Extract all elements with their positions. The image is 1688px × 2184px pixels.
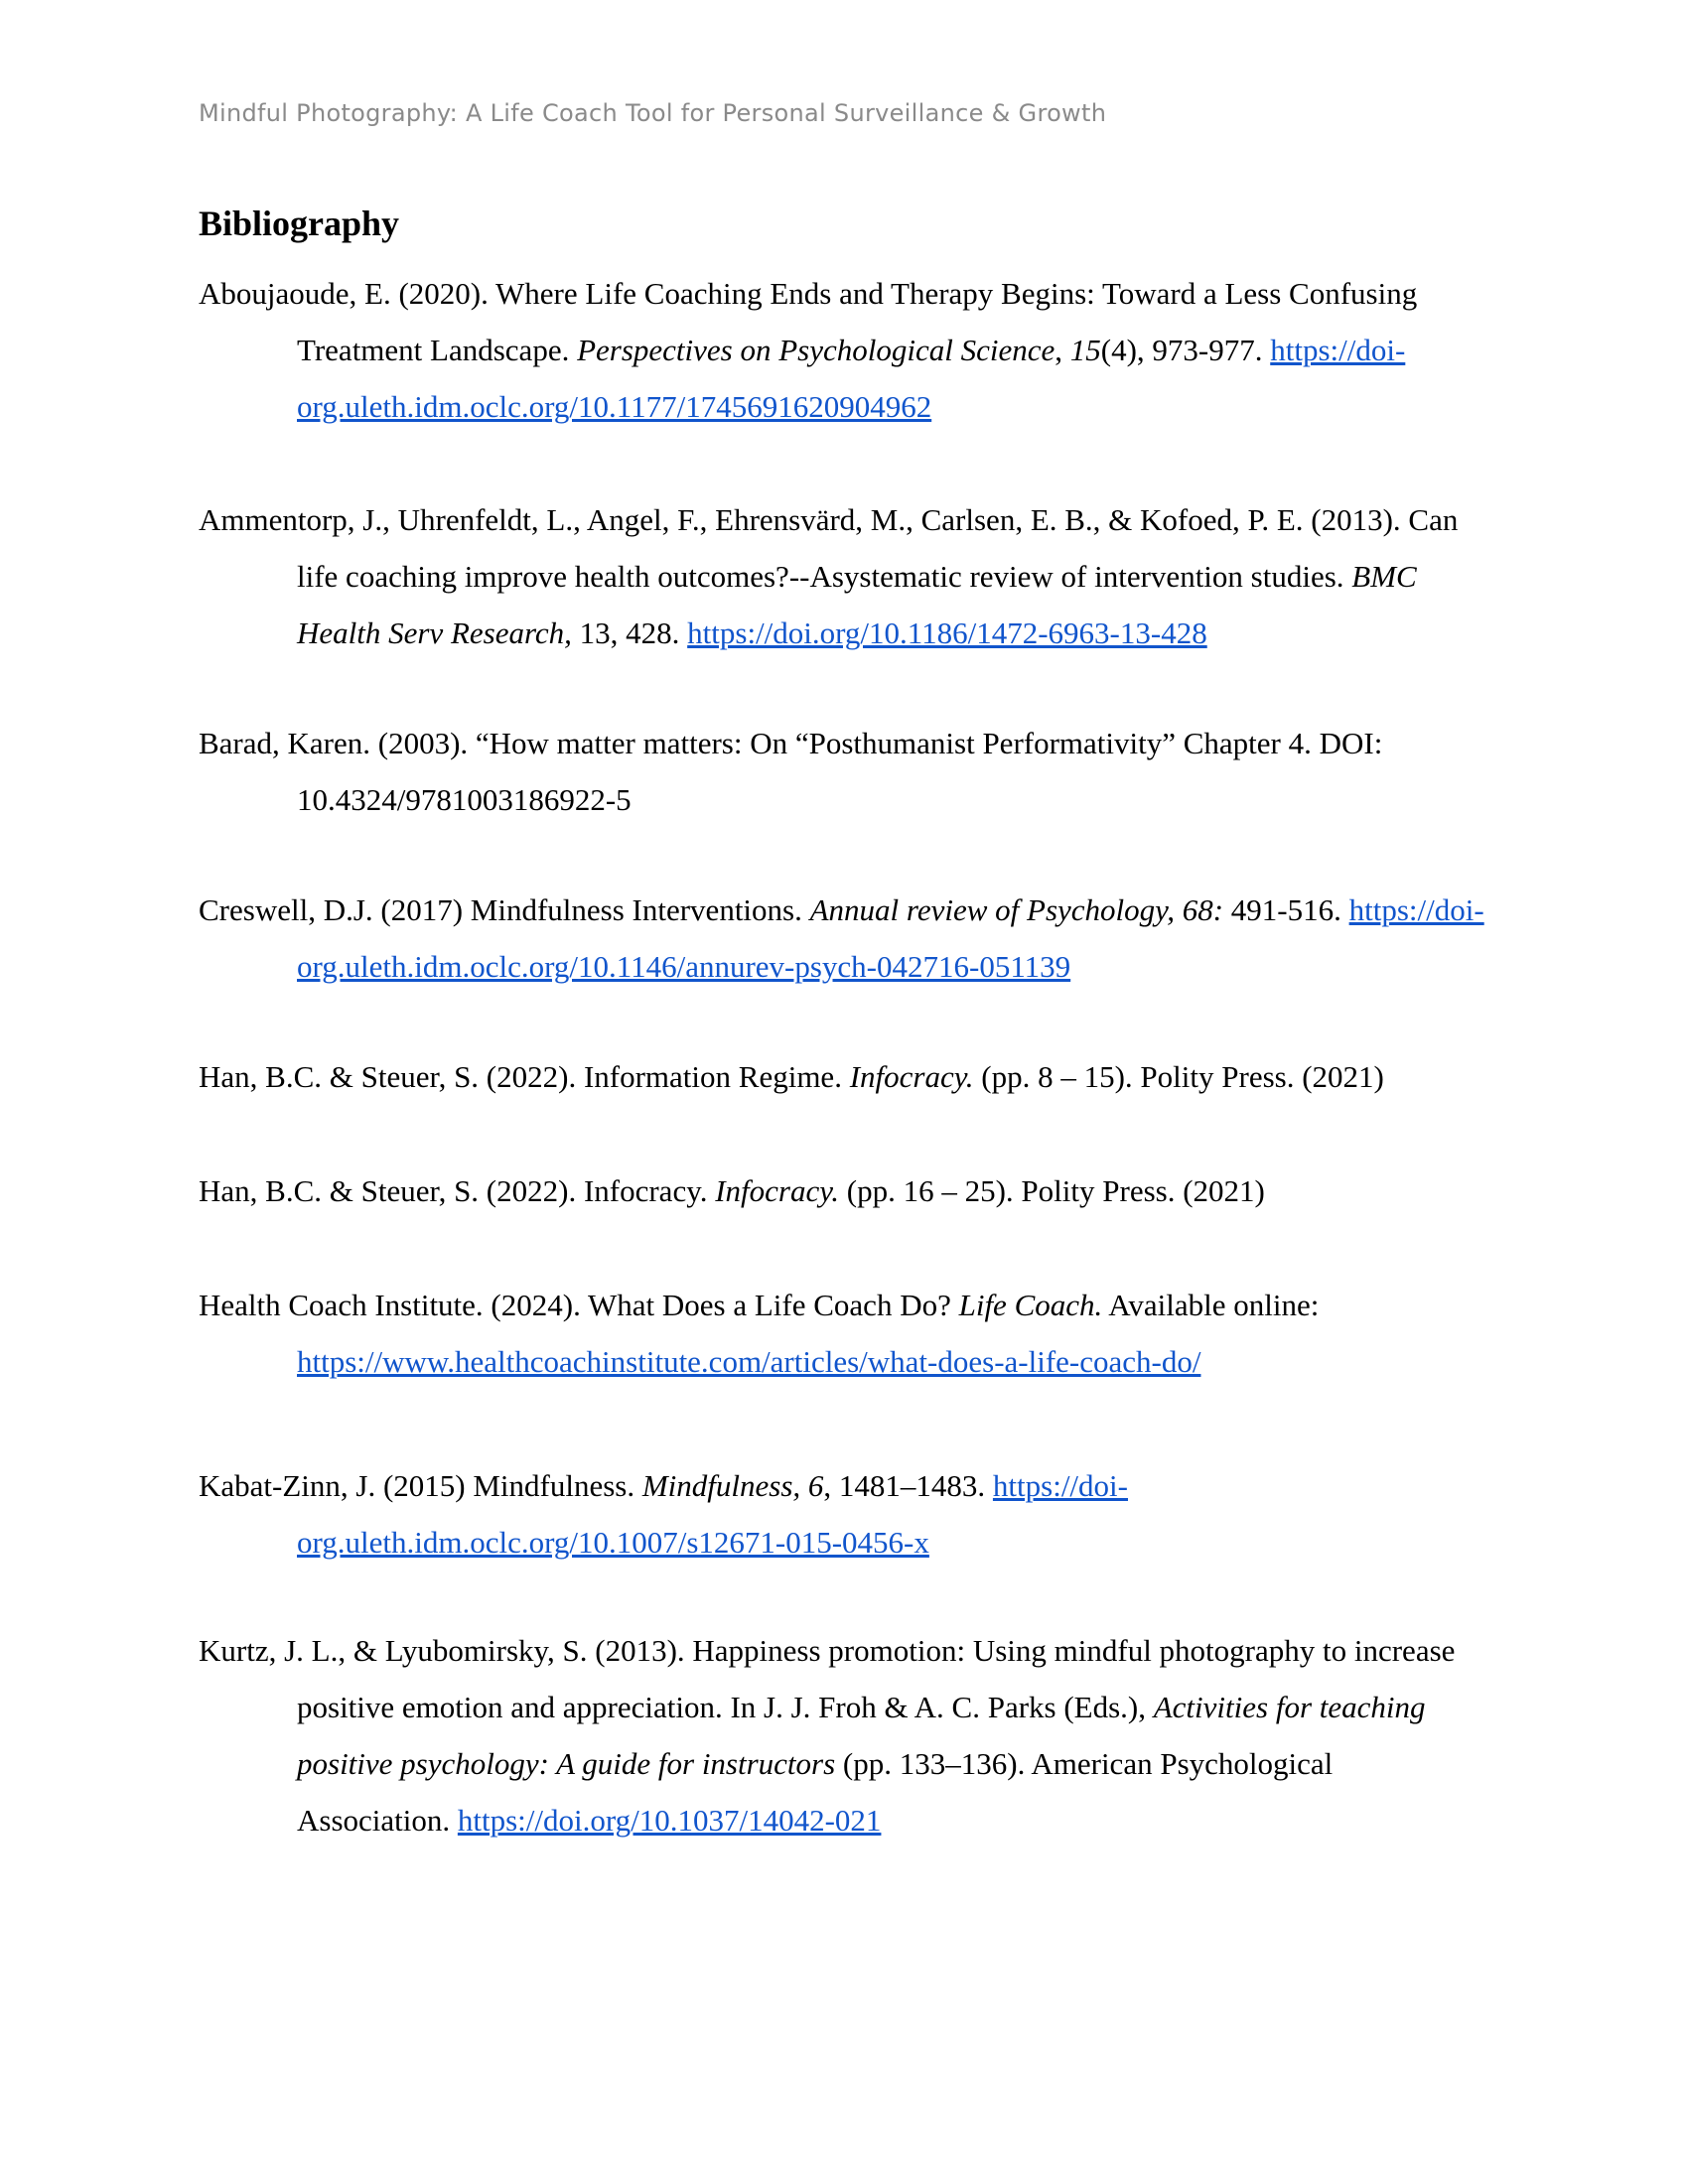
reference-entry-aboujaoude — [199, 265, 1489, 435]
book-title: Infocracy. — [849, 1059, 974, 1094]
reference-text: Available online: — [1102, 1288, 1320, 1322]
reference-text: (pp. 8 – 15). Polity Press. (2021) — [973, 1059, 1384, 1094]
section-title: Bibliography — [199, 204, 400, 243]
bibliography-section — [199, 194, 1489, 1848]
volume-number: 15 — [1069, 333, 1101, 367]
reference-text: Health Coach Institute. (2024). What Does a Life Coach Do? — [199, 1288, 959, 1322]
book-title: Infocracy. — [715, 1173, 840, 1208]
doi-link[interactable]: https://doi.org/10.1037/14042-021 — [457, 1803, 882, 1838]
reference-entry-kabat-zinn — [199, 1457, 1489, 1570]
reference-text: 491-516. — [1223, 892, 1349, 927]
journal-title: Mindfulness, 6 — [641, 1468, 824, 1503]
reference-text: Han, B.C. & Steuer, S. (2022). Infocracy. — [199, 1173, 716, 1208]
reference-text: 13, 428. — [571, 615, 688, 650]
doi-link[interactable]: https://doi-org.uleth.idm.oclc.org/10.1177/1745691620904962 — [297, 333, 1406, 424]
reference-text: , — [1055, 333, 1070, 367]
reference-entry-kurtz — [199, 1622, 1489, 1848]
reference-entry-creswell — [199, 882, 1489, 995]
journal-title: Annual review of Psychology, 68: — [809, 892, 1224, 927]
journal-title: Perspectives on Psychological Science — [577, 333, 1055, 367]
reference-text: (pp. 133–136). American Psychological Association. — [297, 1746, 1334, 1838]
web-title: Life Coach. — [958, 1288, 1103, 1322]
running-header: Mindful Photography: A Life Coach Tool for Personal Surveillance & Growth — [199, 99, 1107, 127]
reference-text: Aboujaoude, E. (2020). Where Life Coaching Ends and Therapy Begins: Toward a Less Confusing Treatment Landscape. — [199, 276, 1418, 367]
journal-title: BMC Health Serv Research, — [297, 559, 1417, 650]
reference-text: Ammentorp, J., Uhrenfeldt, L., Angel, F., Ehrensvärd, M., Carlsen, E. B., & Kofoed, P. E. (2013). Can life coaching improve health outcomes?--Asystematic review of intervention studies. — [199, 502, 1459, 594]
reference-entry-health-coach-institute — [199, 1277, 1489, 1390]
doi-link[interactable]: https://doi-org.uleth.idm.oclc.org/10.1007/s12671-015-0456-x — [297, 1468, 1128, 1560]
reference-entry-barad: Barad, Karen. (2003). “How matter matters: On “Posthumanist Performativity” Chapter 4. DOI: 10.4324/9781003186922-5 — [199, 726, 1383, 817]
reference-text: (pp. 16 – 25). Polity Press. (2021) — [839, 1173, 1265, 1208]
web-link[interactable]: https://www.healthcoachinstitute.com/articles/what-does-a-life-coach-do/ — [297, 1344, 1201, 1379]
reference-entry-han-infocracy — [199, 1162, 1489, 1219]
doi-link[interactable]: https://doi.org/10.1186/1472-6963-13-428 — [687, 615, 1207, 650]
reference-text: Han, B.C. & Steuer, S. (2022). Information Regime. — [199, 1059, 850, 1094]
book-title: Activities for teaching positive psychology: A guide for instructors — [297, 1690, 1426, 1781]
reference-entry-han-information-regime — [199, 1048, 1489, 1105]
reference-text: Creswell, D.J. (2017) Mindfulness Interventions. — [199, 892, 810, 927]
reference-text: Kurtz, J. L., & Lyubomirsky, S. (2013). Happiness promotion: Using mindful photography to increase positive emotion and appreciation. In J. J. Froh & A. C. Parks (Eds.), — [199, 1633, 1456, 1724]
reference-text: (4), 973-977. — [1100, 333, 1271, 367]
doi-link[interactable]: https://doi-org.uleth.idm.oclc.org/10.1146/annurev-psych-042716-051139 — [297, 892, 1484, 984]
reference-text: , 1481–1483. — [823, 1468, 993, 1503]
reference-entry-ammentorp — [199, 491, 1489, 661]
reference-text: Kabat-Zinn, J. (2015) Mindfulness. — [199, 1468, 642, 1503]
